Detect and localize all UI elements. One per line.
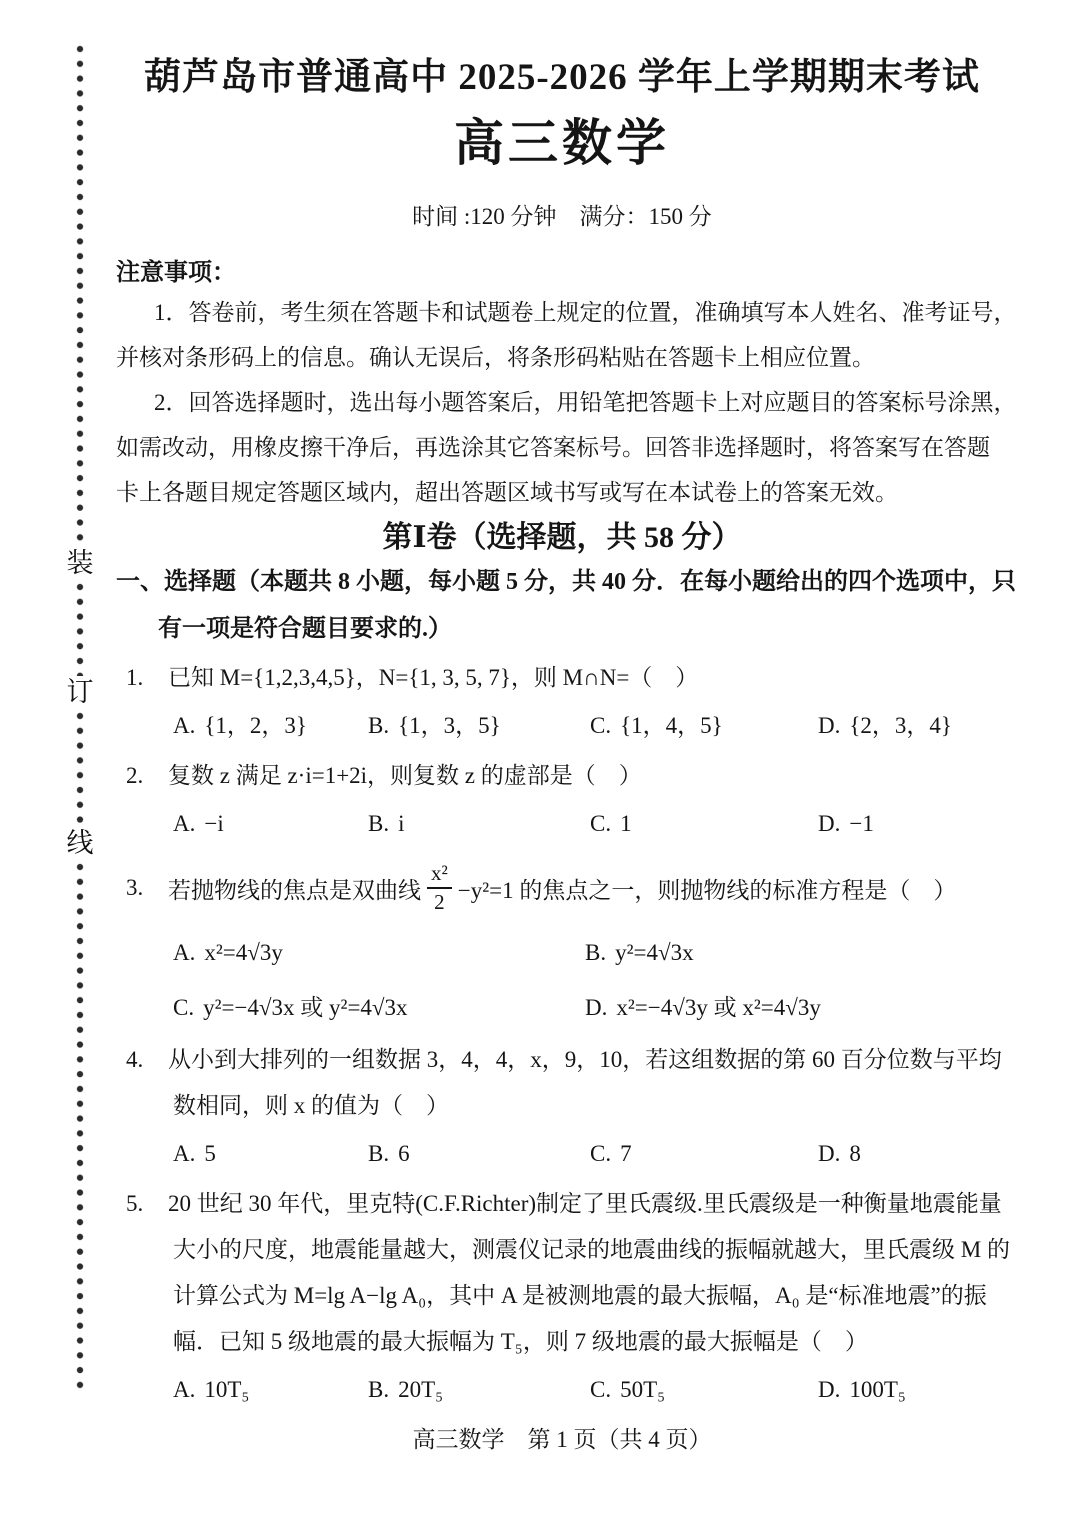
question-number: 4.: [126, 1047, 144, 1072]
question-1-stem: [126, 655, 1008, 701]
option-a: A. 10T₅: [173, 1377, 250, 1402]
question-5-options: [126, 1365, 1008, 1415]
binding-dotted-line: [76, 42, 84, 547]
option-a: A. 5: [173, 1141, 216, 1166]
binding-char-ding: 订: [66, 677, 94, 708]
question-number: 2.: [126, 763, 144, 788]
question-stem-text: 复数 z 满足 z·i=1+2i，则复数 z 的虚部是（ ）: [168, 763, 642, 788]
question-number: 1.: [126, 665, 144, 690]
section-1-title: 第Ⅰ卷（选择题，共 58 分）: [382, 521, 742, 554]
question-2-options: [126, 799, 1008, 849]
option-b: B. 6: [368, 1141, 410, 1166]
question-2-stem: [126, 753, 1008, 799]
option-c: C. 50T₅: [590, 1377, 666, 1402]
question-stem-text: 若抛物线的焦点是双曲线: [168, 877, 421, 903]
binding-char-xian: 线: [66, 828, 94, 859]
question-2: [126, 753, 1008, 849]
question-4: [126, 1037, 1008, 1179]
binding-dotted-line: [76, 860, 84, 1394]
binding-dotted-line: [76, 709, 84, 827]
question-5: [126, 1181, 1008, 1415]
paper-content: [116, 0, 1017, 1415]
option-d: D. {2，3，4}: [818, 713, 952, 738]
exam-title: 葫芦岛市普通高中 2025-2026 学年上学期期末考试: [144, 57, 980, 98]
fraction: $\frac{\text{x²}}{2}$: [427, 860, 452, 917]
notice-heading: 注意事项：: [116, 260, 236, 286]
question-4-stem-cont: 数相同，则 x 的值为（ ）: [173, 1093, 449, 1118]
option-d: D. −1: [818, 811, 874, 836]
question-number: 5.: [126, 1191, 144, 1216]
option-d: D. 100T₅: [818, 1377, 906, 1402]
section-1-instructions: 有一项是符合题目要求的.）: [158, 616, 452, 642]
question-5-stem-cont: 大小的尺度，地震能量越大，测震仪记录的地震曲线的振幅就越大，里氏震级 M 的: [173, 1237, 1010, 1262]
option-c: C. 1: [590, 811, 632, 836]
option-b: B. 20T₅: [368, 1377, 444, 1402]
question-4-stem: [126, 1037, 1008, 1083]
exam-subject: 高三数学: [454, 115, 670, 171]
question-stem-text: 20 世纪 30 年代，里克特(C.F.Richter)制定了里氏震级.里氏震级是一种衡量地震能量: [168, 1191, 1002, 1216]
notice-line: 并核对条形码上的信息。确认无误后，将条形码粘贴在答题卡上相应位置。: [116, 345, 875, 370]
option-d: D. x²=−4√3y 或 x²=4√3y: [585, 995, 821, 1020]
option-b: B. {1，3，5}: [368, 713, 501, 738]
question-3-stem: [126, 851, 1008, 925]
option-c: C. y²=−4√3x 或 y²=4√3x: [173, 995, 408, 1020]
option-a: A. {1，2，3}: [173, 713, 307, 738]
question-number: 3.: [126, 875, 144, 900]
question-5-stem-cont: 计算公式为 M=lg A−lg A₀，其中 A 是被测地震的最大振幅，A₀ 是“标准地震”的振: [173, 1283, 987, 1308]
page-footer: 高三数学 第 1 页（共 4 页）: [412, 1427, 712, 1452]
question-3-options-row-1: [126, 925, 1008, 980]
option-a: A. x²=4√3y: [173, 940, 283, 965]
question-3: [126, 851, 1008, 1035]
option-b: B. i: [368, 811, 405, 836]
notice-line: 1．答卷前，考生须在答题卡和试题卷上规定的位置，准确填写本人姓名、准考证号，: [154, 300, 1017, 325]
question-stem-text: 已知 M={1,2,3,4,5}，N={1, 3, 5, 7}，则 M∩N=（ ）: [168, 665, 699, 690]
section-1-instructions: 一、选择题（本题共 8 小题，每小题 5 分，共 40 分．在每小题给出的四个选项中，只: [116, 569, 1016, 595]
binding-dotted-line: [76, 580, 84, 676]
option-c: C. 7: [590, 1141, 632, 1166]
question-stem-text: 从小到大排列的一组数据 3，4，4，x，9，10，若这组数据的第 60 百分位数与平均: [168, 1047, 1002, 1072]
question-5-stem-cont: 幅．已知 5 级地震的最大振幅为 T₅，则 7 级地震的最大振幅是（ ）: [173, 1329, 868, 1354]
binding-margin: [62, 42, 98, 1394]
question-5-stem: [126, 1181, 1008, 1227]
exam-time-score: 时间 :120 分钟 满分：150 分: [412, 204, 712, 229]
question-4-options: [126, 1129, 1008, 1179]
binding-char-zhuang: 装: [66, 548, 94, 578]
option-b: B. y²=4√3x: [585, 940, 694, 965]
question-3-options-row-2: [126, 980, 1008, 1035]
question-stem-text: −y²=1 的焦点之一，则抛物线的标准方程是（ ）: [457, 877, 957, 903]
notice-line: 2．回答选择题时，选出每小题答案后，用铅笔把答题卡上对应题目的答案标号涂黑，: [154, 390, 1017, 415]
option-c: C. {1，4，5}: [590, 713, 723, 738]
question-1: [126, 655, 1008, 751]
question-1-options: [126, 701, 1008, 751]
option-d: D. 8: [818, 1141, 861, 1166]
option-a: A. −i: [173, 811, 224, 836]
notice-line: 卡上各题目规定答题区域内，超出答题区域书写或写在本试卷上的答案无效。: [116, 480, 898, 505]
notice-line: 如需改动，用橡皮擦干净后，再选涂其它答案标号。回答非选择题时，将答案写在答题: [116, 435, 990, 460]
